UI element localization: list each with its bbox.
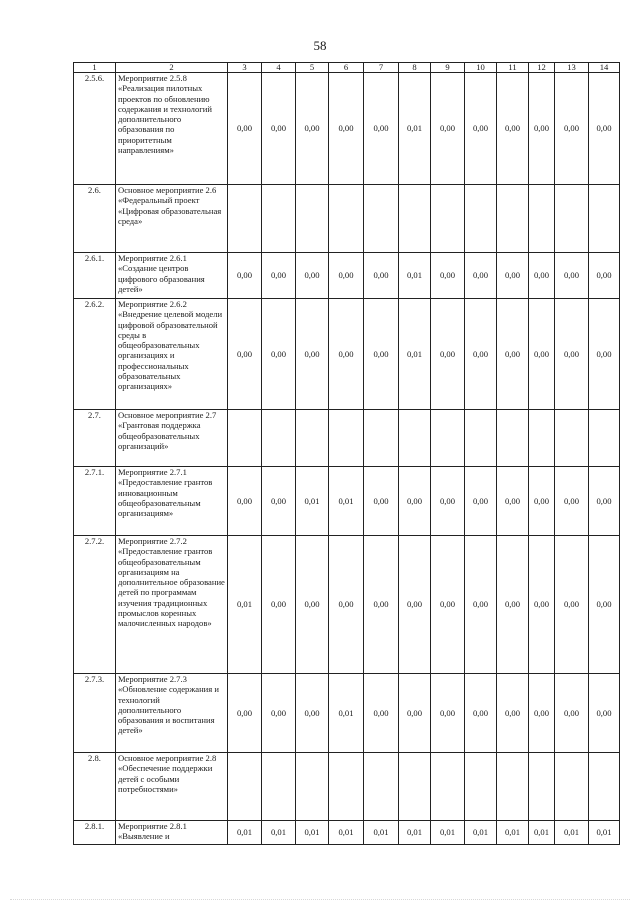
column-header: 6 bbox=[329, 63, 364, 73]
row-code: 2.8.1. bbox=[74, 821, 116, 845]
row-name: Мероприятие 2.6.1 «Создание центров цифрового образования детей» bbox=[116, 253, 228, 299]
value-cell: 0,00 bbox=[399, 674, 431, 753]
value-cell: 0,00 bbox=[228, 299, 262, 410]
value-cell: 0,00 bbox=[399, 467, 431, 536]
value-cell: 0,01 bbox=[399, 73, 431, 185]
value-cell: 0,01 bbox=[589, 821, 620, 845]
value-cell: 0,01 bbox=[465, 821, 497, 845]
row-name: Основное мероприятие 2.8 «Обеспечение поддержки детей с особыми потребностями» bbox=[116, 753, 228, 821]
value-cell bbox=[497, 410, 529, 467]
value-cell: 0,01 bbox=[329, 467, 364, 536]
value-cell: 0,00 bbox=[296, 674, 329, 753]
table-row bbox=[74, 821, 620, 845]
value-cell: 0,00 bbox=[431, 73, 465, 185]
column-header: 12 bbox=[529, 63, 555, 73]
value-cell bbox=[431, 753, 465, 821]
value-cell bbox=[296, 753, 329, 821]
value-cell: 0,01 bbox=[399, 253, 431, 299]
value-cell: 0,01 bbox=[329, 674, 364, 753]
value-cell: 0,00 bbox=[555, 536, 589, 674]
table-row bbox=[74, 753, 620, 821]
value-cell bbox=[364, 185, 399, 253]
value-cell bbox=[555, 753, 589, 821]
value-cell: 0,00 bbox=[529, 73, 555, 185]
row-code: 2.6.1. bbox=[74, 253, 116, 299]
value-cell bbox=[589, 410, 620, 467]
value-cell bbox=[399, 753, 431, 821]
value-cell: 0,00 bbox=[555, 299, 589, 410]
value-cell: 0,00 bbox=[228, 73, 262, 185]
table-body bbox=[74, 63, 620, 845]
value-cell: 0,00 bbox=[329, 536, 364, 674]
value-cell: 0,00 bbox=[228, 467, 262, 536]
value-cell bbox=[228, 753, 262, 821]
value-cell: 0,01 bbox=[431, 821, 465, 845]
value-cell bbox=[329, 410, 364, 467]
value-cell: 0,00 bbox=[431, 674, 465, 753]
value-cell: 0,00 bbox=[262, 253, 296, 299]
row-name: Основное мероприятие 2.7 «Грантовая поддержка общеобразовательных организаций» bbox=[116, 410, 228, 467]
column-header: 7 bbox=[364, 63, 399, 73]
value-cell: 0,00 bbox=[364, 467, 399, 536]
page-number: 58 bbox=[313, 38, 327, 53]
row-code: 2.7.1. bbox=[74, 467, 116, 536]
value-cell: 0,01 bbox=[529, 821, 555, 845]
column-header: 5 bbox=[296, 63, 329, 73]
value-cell bbox=[497, 753, 529, 821]
row-name: Мероприятие 2.6.2 «Внедрение целевой модели цифровой образовательной среды в общеобразовательных организациях и профессиональных образовательных организациях» bbox=[116, 299, 228, 410]
value-cell: 0,00 bbox=[529, 299, 555, 410]
value-cell: 0,00 bbox=[296, 536, 329, 674]
value-cell: 0,00 bbox=[497, 299, 529, 410]
value-cell: 0,00 bbox=[465, 253, 497, 299]
row-code: 2.8. bbox=[74, 753, 116, 821]
table-row bbox=[74, 73, 620, 185]
value-cell: 0,00 bbox=[465, 674, 497, 753]
value-cell: 0,00 bbox=[262, 536, 296, 674]
value-cell: 0,00 bbox=[465, 73, 497, 185]
value-cell: 0,00 bbox=[465, 467, 497, 536]
value-cell: 0,00 bbox=[364, 536, 399, 674]
value-cell: 0,00 bbox=[364, 674, 399, 753]
row-code: 2.7.3. bbox=[74, 674, 116, 753]
budget-table bbox=[73, 62, 620, 845]
row-code: 2.5.6. bbox=[74, 73, 116, 185]
column-header: 4 bbox=[262, 63, 296, 73]
scan-edge bbox=[10, 899, 630, 903]
value-cell bbox=[364, 753, 399, 821]
value-cell bbox=[465, 185, 497, 253]
value-cell: 0,00 bbox=[529, 467, 555, 536]
value-cell bbox=[555, 410, 589, 467]
table-row bbox=[74, 410, 620, 467]
value-cell: 0,01 bbox=[364, 821, 399, 845]
value-cell: 0,01 bbox=[296, 821, 329, 845]
value-cell: 0,00 bbox=[529, 536, 555, 674]
value-cell: 0,00 bbox=[589, 253, 620, 299]
column-header: 1 bbox=[74, 63, 116, 73]
value-cell bbox=[431, 410, 465, 467]
row-code: 2.7.2. bbox=[74, 536, 116, 674]
header-row bbox=[74, 63, 620, 73]
value-cell: 0,00 bbox=[262, 299, 296, 410]
row-name: Мероприятие 2.7.1 «Предоставление грантов инновационным общеобразовательным организациям» bbox=[116, 467, 228, 536]
value-cell: 0,00 bbox=[497, 536, 529, 674]
value-cell: 0,01 bbox=[497, 821, 529, 845]
value-cell: 0,00 bbox=[529, 253, 555, 299]
value-cell: 0,00 bbox=[529, 674, 555, 753]
value-cell: 0,00 bbox=[262, 467, 296, 536]
value-cell bbox=[364, 410, 399, 467]
table-row bbox=[74, 674, 620, 753]
value-cell: 0,00 bbox=[555, 674, 589, 753]
row-name: Основное мероприятие 2.6 «Федеральный проект «Цифровая образовательная среда» bbox=[116, 185, 228, 253]
value-cell: 0,00 bbox=[329, 299, 364, 410]
value-cell: 0,00 bbox=[465, 299, 497, 410]
table-row bbox=[74, 467, 620, 536]
column-header: 8 bbox=[399, 63, 431, 73]
value-cell: 0,00 bbox=[589, 536, 620, 674]
value-cell bbox=[529, 753, 555, 821]
row-name: Мероприятие 2.5.8 «Реализация пилотных проектов по обновлению содержания и технологий дополнительного образования по приоритетным направлениям» bbox=[116, 73, 228, 185]
value-cell bbox=[589, 185, 620, 253]
value-cell: 0,01 bbox=[262, 821, 296, 845]
value-cell: 0,00 bbox=[431, 467, 465, 536]
value-cell: 0,01 bbox=[329, 821, 364, 845]
value-cell: 0,00 bbox=[431, 299, 465, 410]
value-cell bbox=[262, 185, 296, 253]
value-cell: 0,00 bbox=[228, 253, 262, 299]
value-cell: 0,00 bbox=[555, 467, 589, 536]
value-cell: 0,01 bbox=[399, 821, 431, 845]
value-cell: 0,00 bbox=[465, 536, 497, 674]
value-cell: 0,00 bbox=[262, 73, 296, 185]
value-cell: 0,00 bbox=[364, 299, 399, 410]
value-cell bbox=[262, 753, 296, 821]
value-cell: 0,00 bbox=[497, 467, 529, 536]
value-cell bbox=[399, 185, 431, 253]
value-cell: 0,00 bbox=[431, 536, 465, 674]
value-cell: 0,00 bbox=[364, 73, 399, 185]
value-cell: 0,00 bbox=[296, 299, 329, 410]
row-name: Мероприятие 2.8.1 «Выявление и bbox=[116, 821, 228, 845]
value-cell: 0,00 bbox=[589, 467, 620, 536]
value-cell bbox=[555, 185, 589, 253]
value-cell: 0,01 bbox=[228, 821, 262, 845]
row-code: 2.7. bbox=[74, 410, 116, 467]
value-cell: 0,00 bbox=[228, 674, 262, 753]
value-cell: 0,00 bbox=[329, 253, 364, 299]
value-cell: 0,01 bbox=[296, 467, 329, 536]
value-cell: 0,01 bbox=[399, 299, 431, 410]
value-cell bbox=[529, 185, 555, 253]
value-cell: 0,00 bbox=[589, 73, 620, 185]
value-cell: 0,00 bbox=[497, 674, 529, 753]
value-cell: 0,00 bbox=[364, 253, 399, 299]
value-cell bbox=[529, 410, 555, 467]
value-cell: 0,01 bbox=[228, 536, 262, 674]
row-code: 2.6.2. bbox=[74, 299, 116, 410]
value-cell: 0,01 bbox=[555, 821, 589, 845]
value-cell: 0,00 bbox=[589, 674, 620, 753]
value-cell: 0,00 bbox=[497, 253, 529, 299]
value-cell: 0,00 bbox=[296, 253, 329, 299]
column-header: 10 bbox=[465, 63, 497, 73]
value-cell bbox=[497, 185, 529, 253]
value-cell bbox=[296, 410, 329, 467]
value-cell: 0,00 bbox=[399, 536, 431, 674]
column-header: 3 bbox=[228, 63, 262, 73]
row-code: 2.6. bbox=[74, 185, 116, 253]
table-row bbox=[74, 253, 620, 299]
value-cell bbox=[228, 410, 262, 467]
value-cell: 0,00 bbox=[555, 73, 589, 185]
table-row bbox=[74, 185, 620, 253]
value-cell bbox=[296, 185, 329, 253]
column-header: 14 bbox=[589, 63, 620, 73]
value-cell: 0,00 bbox=[555, 253, 589, 299]
column-header: 11 bbox=[497, 63, 529, 73]
value-cell: 0,00 bbox=[329, 73, 364, 185]
value-cell bbox=[589, 753, 620, 821]
table-row bbox=[74, 536, 620, 674]
value-cell bbox=[329, 753, 364, 821]
value-cell bbox=[465, 410, 497, 467]
value-cell bbox=[431, 185, 465, 253]
value-cell: 0,00 bbox=[497, 73, 529, 185]
row-name: Мероприятие 2.7.3 «Обновление содержания и технологий дополнительного образования и воспитания детей» bbox=[116, 674, 228, 753]
value-cell: 0,00 bbox=[431, 253, 465, 299]
value-cell bbox=[262, 410, 296, 467]
value-cell: 0,00 bbox=[296, 73, 329, 185]
column-header: 9 bbox=[431, 63, 465, 73]
value-cell bbox=[465, 753, 497, 821]
value-cell bbox=[329, 185, 364, 253]
value-cell: 0,00 bbox=[262, 674, 296, 753]
value-cell: 0,00 bbox=[589, 299, 620, 410]
row-name: Мероприятие 2.7.2 «Предоставление грантов общеобразовательным организациям на дополнительное образование детей по программам изучения традиционных промыслов коренных малочисленных народов» bbox=[116, 536, 228, 674]
column-header: 2 bbox=[116, 63, 228, 73]
table-row bbox=[74, 299, 620, 410]
value-cell bbox=[399, 410, 431, 467]
column-header: 13 bbox=[555, 63, 589, 73]
value-cell bbox=[228, 185, 262, 253]
